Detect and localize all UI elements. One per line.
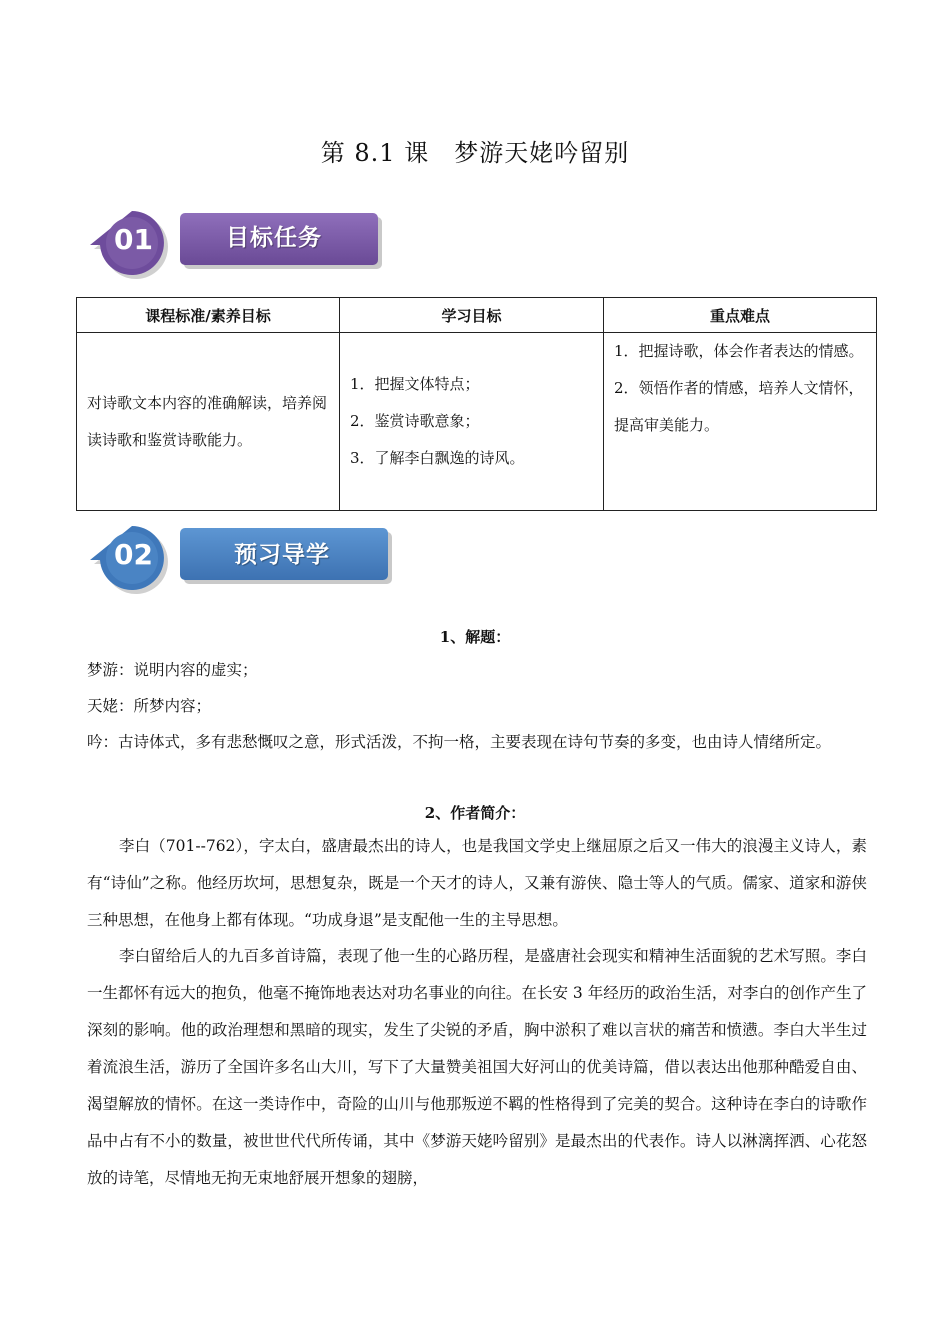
cell-text: 2．领悟作者的情感，培养人文情怀，提高审美能力。 xyxy=(614,379,864,434)
table-header: 学习目标 xyxy=(340,298,604,333)
table-header: 课程标准/素养目标 xyxy=(77,298,340,333)
table-cell-key-points xyxy=(604,333,877,511)
goals-table xyxy=(76,297,877,511)
section-label: 目标任务 xyxy=(226,225,322,251)
paragraph-bio-1: 李白（701--762），字太白，盛唐最杰出的诗人，也是我国文学史上继屈原之后又一伟大的浪漫主义诗人，素有“诗仙”之称。他经历坎坷，思想复杂，既是一个天才的诗人，又兼有游侠、隐士等人的气质。儒家、道家和游侠三种思想，在他身上都有体现。“功成身退”是支配他一生的主导思想。 xyxy=(87,837,867,929)
paragraph-tianmu: 天姥：所梦内容； xyxy=(87,697,212,715)
paragraph-mengyou: 梦游：说明内容的虚实； xyxy=(87,661,258,679)
cell-text: 2．鉴赏诗歌意象； xyxy=(350,412,480,430)
section-number: 02 xyxy=(114,538,153,571)
section-banner-preview xyxy=(88,520,398,596)
cell-text: 1．把握诗歌，体会作者表达的情感。 xyxy=(614,342,864,360)
table-row xyxy=(77,333,877,511)
table-header-row xyxy=(77,298,877,333)
section-banner-goals xyxy=(88,205,388,281)
paragraph-bio-2: 李白留给后人的九百多首诗篇，表现了他一生的心路历程，是盛唐社会现实和精神生活面貌的艺术写照。李白一生都怀有远大的抱负，他毫不掩饰地表达对功名事业的向往。在长安 3 年经历的政治生活，对李白的创作产生了深刻的影响。他的政治理想和黑暗的现实，发生了尖锐的矛盾，胸中淤积了难以言状的痛苦和愤懑。李白大半生过着流浪生活，游历了全国许多名山大川，写下了大量赞美祖国大好河山的优美诗篇，借以表达出他那种酷爱自由、渴望解放的情怀。在这一类诗作中，奇险的山川与他那叛逆不羁的性格得到了完美的契合。这种诗在李白的诗歌作品中占有不小的数量，被世世代代所传诵，其中《梦游天姥吟留别》是最杰出的代表作。诗人以淋漓挥洒、心花怒放的诗笔，尽情地无拘无束地舒展开想象的翅膀， xyxy=(87,947,867,1187)
table-cell-standard xyxy=(77,333,340,511)
cell-text: 对诗歌文本内容的准确解读，培养阅读诗歌和鉴赏诗歌能力。 xyxy=(87,393,328,449)
cell-text: 1．把握文体特点； xyxy=(350,375,480,393)
page-title: 第 8.1 课 梦游天姥吟留别 xyxy=(320,139,630,167)
cell-text: 3．了解李白飘逸的诗风。 xyxy=(350,449,525,467)
heading-jieti: 1、解题： xyxy=(439,628,511,646)
table-cell-objectives xyxy=(340,333,604,511)
table-header: 重点难点 xyxy=(604,298,877,333)
paragraph-yin: 吟：古诗体式，多有悲愁慨叹之意，形式活泼，不拘一格，主要表现在诗句节奏的多变，也由诗人情绪所定。 xyxy=(87,733,832,751)
heading-author: 2、作者简介： xyxy=(424,804,526,822)
section-number: 01 xyxy=(114,223,153,256)
section-label: 预习导学 xyxy=(234,542,330,568)
